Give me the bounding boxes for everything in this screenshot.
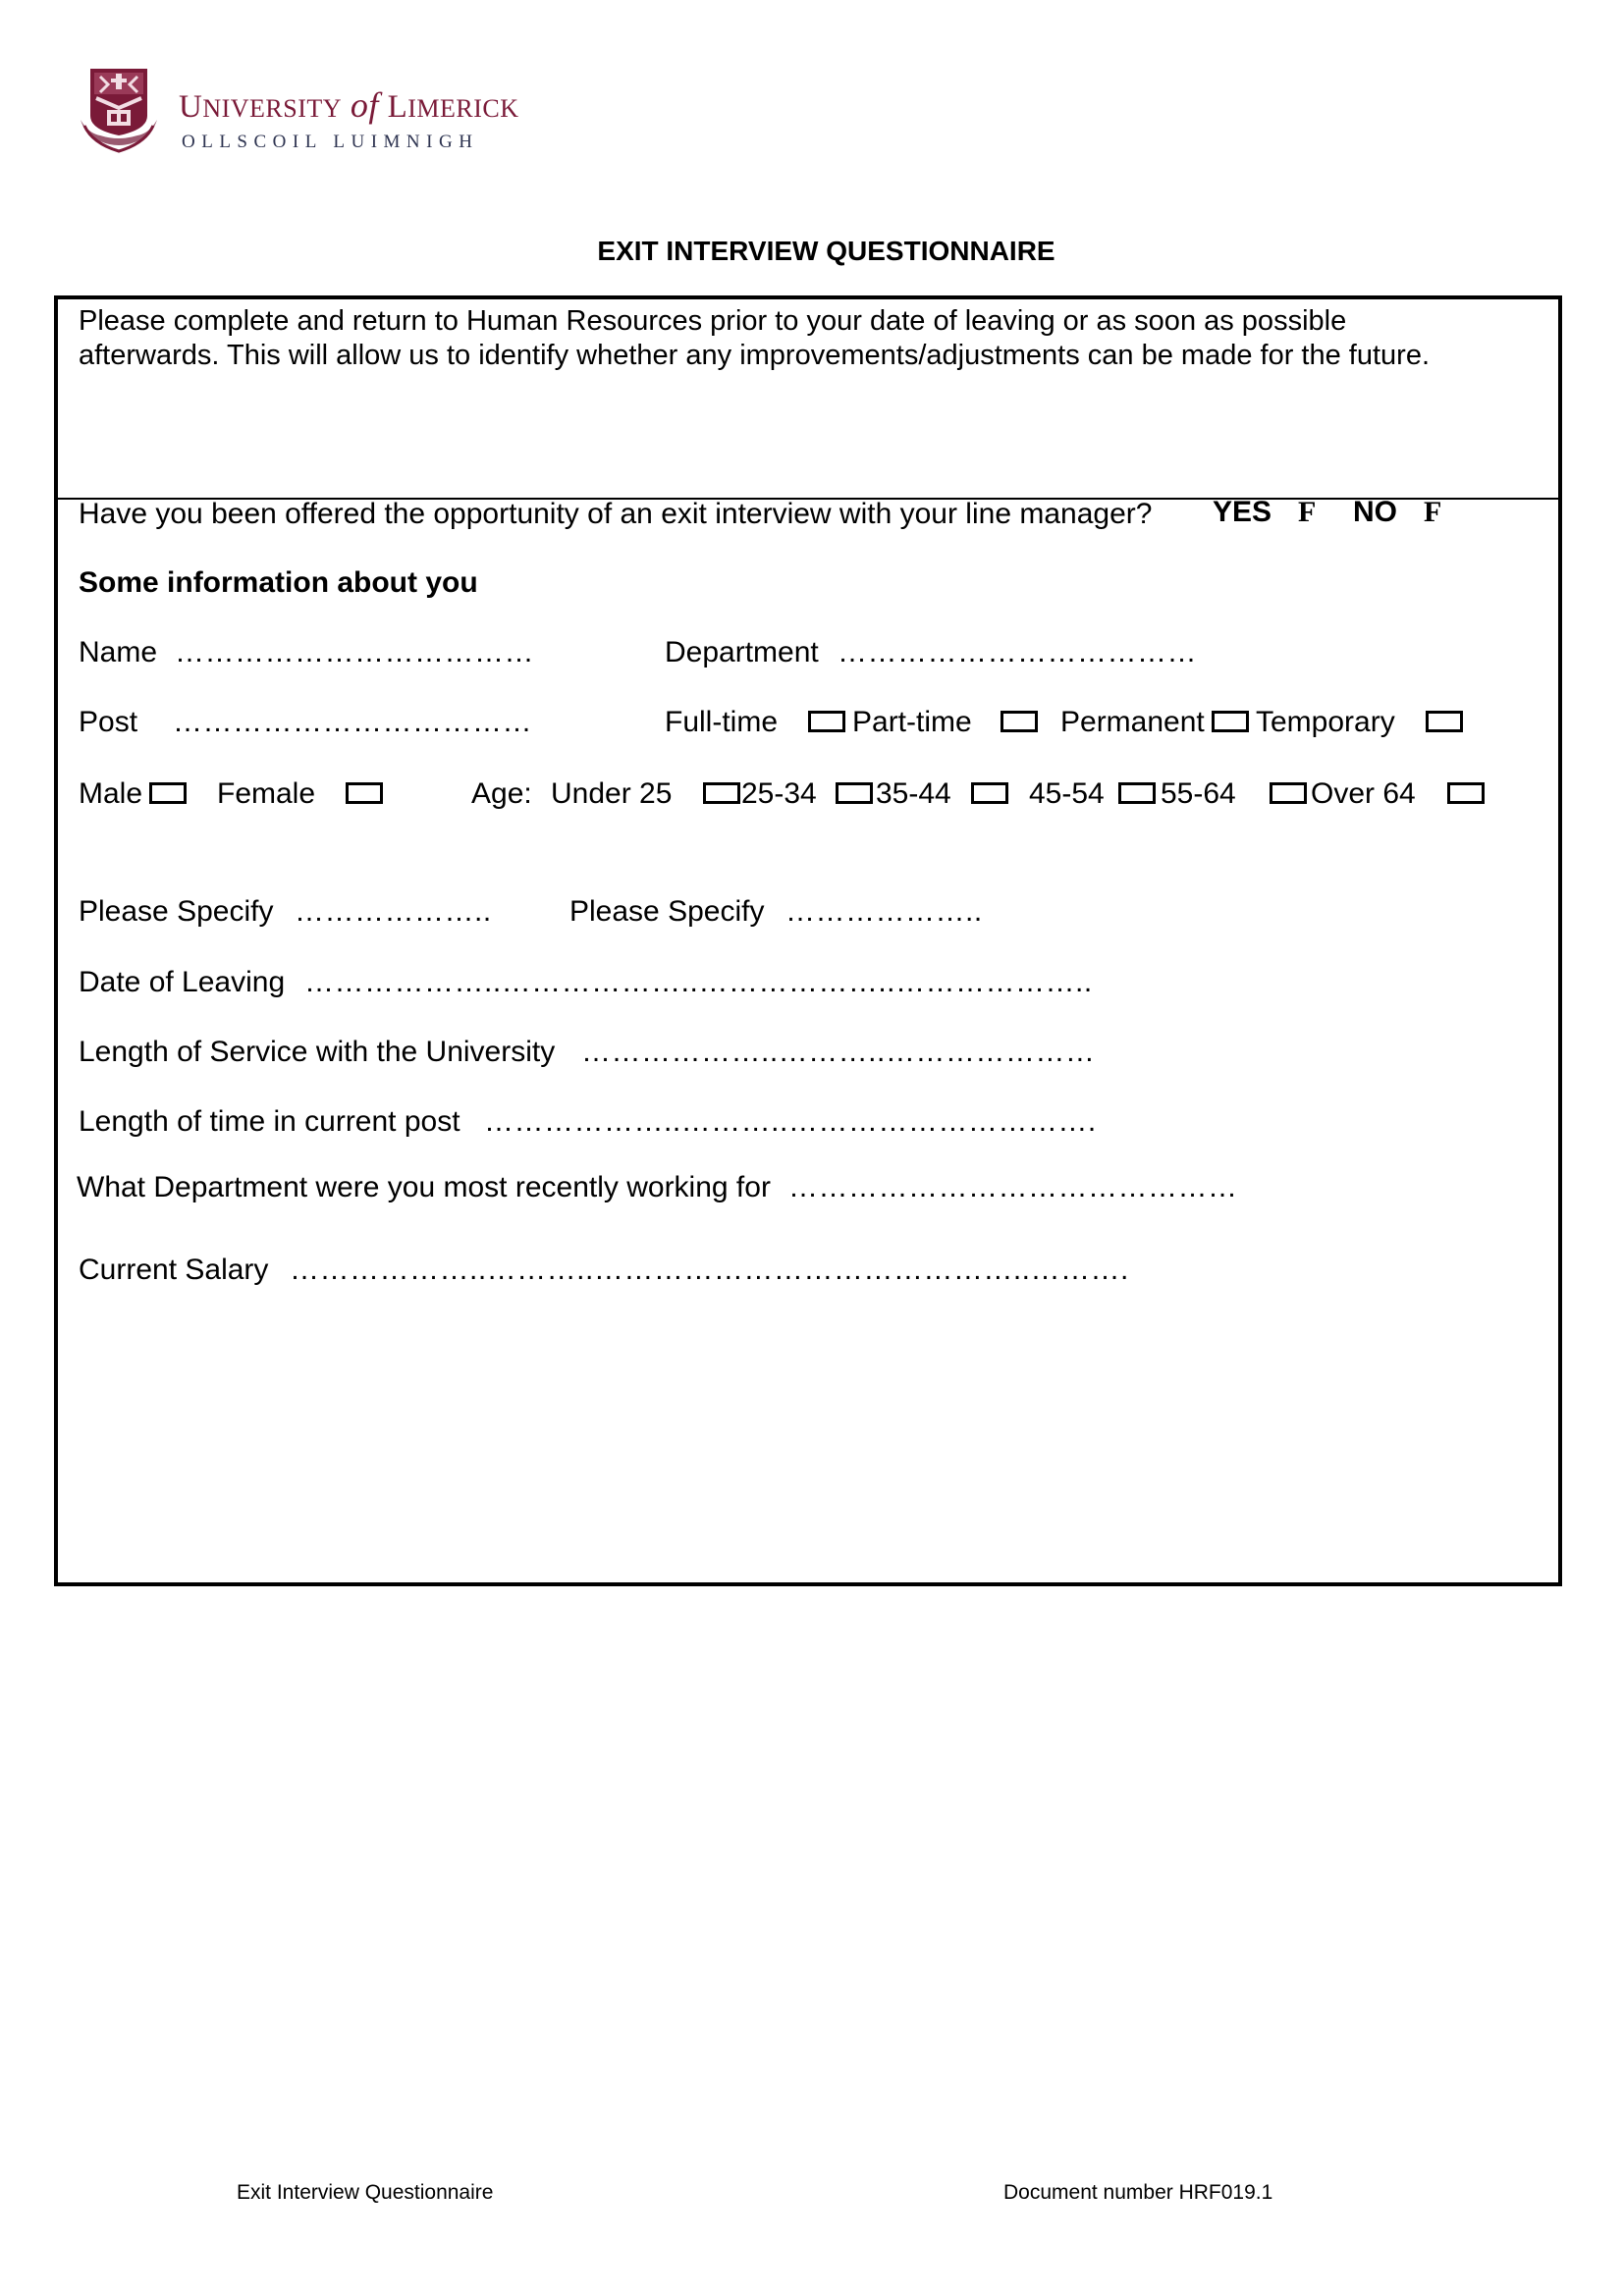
- intro-line-1: Please complete and return to Human Resources prior to your date of leaving or as soon as possible: [79, 305, 1347, 337]
- permanent-label: Permanent: [1060, 706, 1205, 738]
- age-35-44-checkbox[interactable]: [971, 782, 1008, 804]
- current-salary-field[interactable]: ………………..………..……………………………………..……….: [290, 1254, 1129, 1286]
- document-title: EXIT INTERVIEW QUESTIONNAIRE: [597, 236, 1055, 266]
- male-label: Male: [79, 777, 143, 810]
- no-checkbox[interactable]: F: [1424, 496, 1442, 528]
- length-in-post-label: Length of time in current post: [79, 1105, 460, 1138]
- male-checkbox[interactable]: [149, 782, 187, 804]
- section-heading: Some information about you: [79, 566, 478, 599]
- no-label: NO: [1353, 496, 1397, 528]
- recent-department-field[interactable]: ………………………………………: [788, 1171, 1238, 1203]
- length-in-post-field[interactable]: ………………..………..………………………….: [484, 1105, 1097, 1138]
- department-label: Department: [665, 636, 819, 668]
- footer-document-name: Exit Interview Questionnaire: [237, 2181, 494, 2204]
- university-irish-name: OLLSCOIL LUIMNIGH: [182, 132, 479, 152]
- length-of-service-field[interactable]: ………………..………..…………………: [581, 1036, 1096, 1068]
- age-55-64-checkbox[interactable]: [1270, 782, 1307, 804]
- age-under-25-label: Under 25: [551, 777, 673, 810]
- length-of-service-label: Length of Service with the University: [79, 1036, 556, 1068]
- date-of-leaving-label: Date of Leaving: [79, 966, 286, 998]
- full-time-label: Full-time: [665, 706, 779, 738]
- yes-checkbox[interactable]: F: [1298, 496, 1317, 528]
- age-45-54-checkbox[interactable]: [1118, 782, 1156, 804]
- yes-label: YES: [1213, 496, 1272, 528]
- department-field[interactable]: ………………………………: [838, 636, 1197, 668]
- intro-line-2: afterwards. This will allow us to identify whether any improvements/adjustments can be made for the future.: [79, 340, 1430, 371]
- full-time-checkbox[interactable]: [808, 711, 845, 732]
- age-over-64-checkbox[interactable]: [1447, 782, 1485, 804]
- form-frame: [54, 295, 1562, 1586]
- please-specify-label-1: Please Specify: [79, 895, 274, 928]
- footer-document-number: Document number HRF019.1: [1003, 2181, 1273, 2204]
- exit-interview-question: Have you been offered the opportunity of an exit interview with your line manager?: [79, 498, 1153, 530]
- age-over-64-label: Over 64: [1311, 777, 1416, 810]
- current-salary-label: Current Salary: [79, 1254, 269, 1286]
- post-label: Post: [79, 706, 138, 738]
- age-35-44-label: 35-44: [876, 777, 951, 810]
- female-checkbox[interactable]: [346, 782, 383, 804]
- temporary-label: Temporary: [1256, 706, 1395, 738]
- recent-department-label: What Department were you most recently working for: [77, 1171, 771, 1203]
- age-label: Age:: [471, 777, 532, 810]
- university-name: UNIVERSITY of LIMERICK: [179, 85, 519, 125]
- university-crest-icon: [77, 65, 161, 155]
- post-field[interactable]: ………………………………: [173, 706, 532, 738]
- part-time-label: Part-time: [852, 706, 972, 738]
- intro-text: [79, 304, 1551, 373]
- please-specify-field-1[interactable]: ………………..: [295, 895, 492, 928]
- age-25-34-label: 25-34: [741, 777, 817, 810]
- name-label: Name: [79, 636, 158, 668]
- please-specify-field-2[interactable]: ………………..: [785, 895, 983, 928]
- age-45-54-label: 45-54: [1029, 777, 1105, 810]
- please-specify-label-2: Please Specify: [569, 895, 765, 928]
- part-time-checkbox[interactable]: [1001, 711, 1038, 732]
- name-field[interactable]: ………………………………: [175, 636, 534, 668]
- permanent-checkbox[interactable]: [1212, 711, 1249, 732]
- age-55-64-label: 55-64: [1161, 777, 1236, 810]
- age-under-25-checkbox[interactable]: [703, 782, 740, 804]
- date-of-leaving-field[interactable]: ………………..………………..………………..………………..: [304, 966, 1093, 998]
- temporary-checkbox[interactable]: [1426, 711, 1463, 732]
- age-25-34-checkbox[interactable]: [836, 782, 873, 804]
- female-label: Female: [217, 777, 316, 810]
